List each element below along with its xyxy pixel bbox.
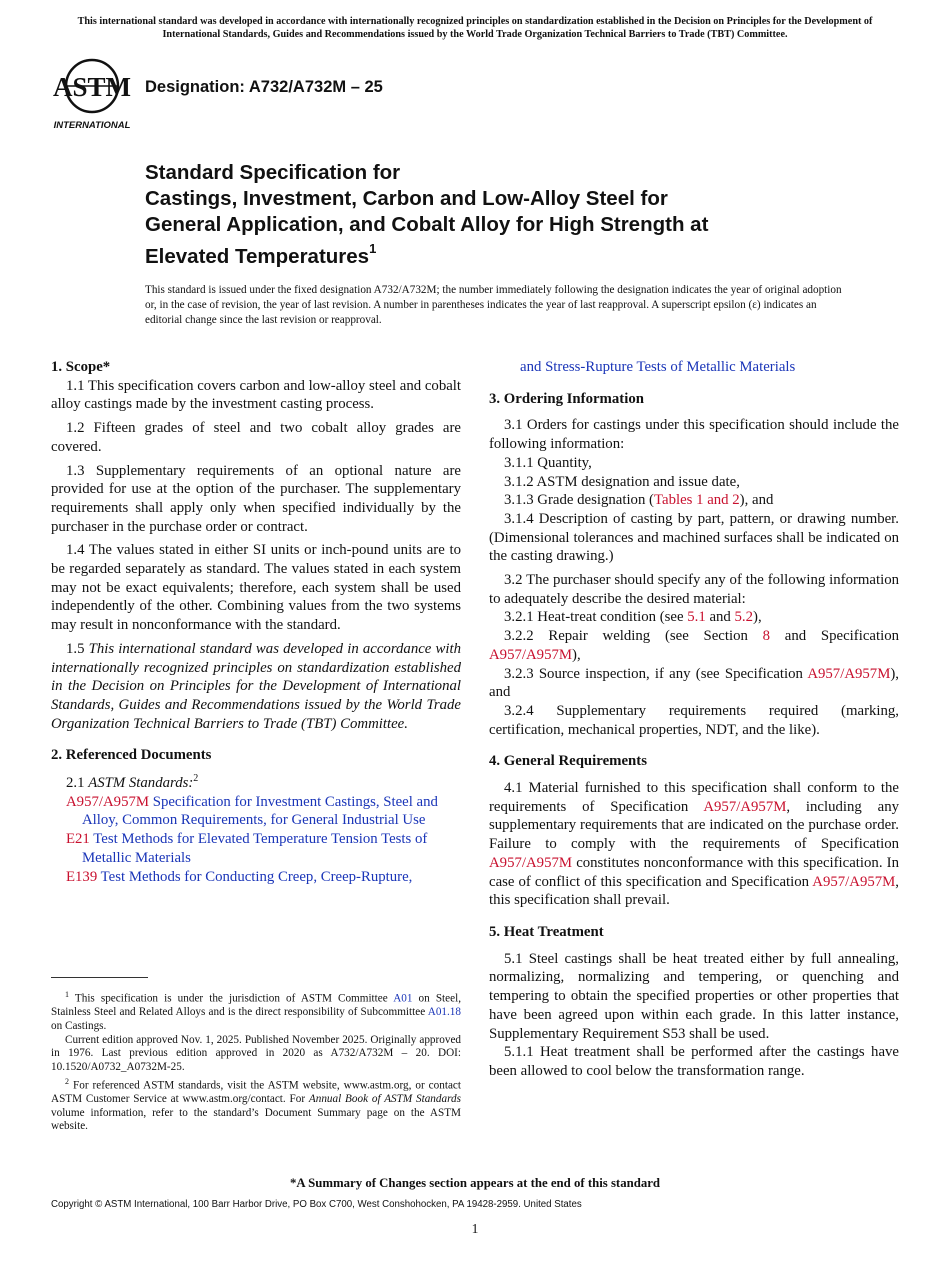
right-column — [489, 358, 899, 1081]
paragraph: 1.4 The values stated in either SI units or inch-pound units are to be regarded separately as standard. The values stated in each system may not be exact equivalents; therefore, each system shall be used independently of the other. Combining values from the two systems may result in nonconformance with the standard. — [51, 542, 461, 634]
svg-text:ASTM: ASTM — [52, 72, 132, 102]
section-heading: 5. Heat Treatment — [489, 923, 604, 940]
reference-title-link[interactable]: Test Methods for Conducting Creep, Creep-Rupture, — [100, 868, 413, 885]
paragraph: 3.1.4 Description of casting by part, pattern, or drawing number. (Dimensional tolerances and machined surfaces shall be indicated on the casting drawing.) — [489, 510, 899, 565]
reference-item — [51, 830, 461, 867]
top-notice: This international standard was developed in accordance with internationally recognized principles on standardization established in the Decision on Principles for the Development of International Standards, Guides and Recommendations issued by the World Trade Organization Technical Barriers to Trade (TBT) Committee. — [77, 16, 873, 40]
paragraph: 1.2 Fifteen grades of steel and two cobalt alloy grades are covered. — [51, 420, 461, 455]
section-link[interactable]: 5.1 — [687, 609, 706, 626]
footnote: $^1$ This specification is under the jurisdiction of ASTM Committee A01 on Steel, Stainless Steel and Related Alloys and is the direct responsibility of Subcommittee A01.18 on Castings. — [51, 990, 461, 1032]
paragraph: 1.3 Supplementary requirements of an optional nature are provided for use at the option of the purchaser. The supplementary requirements shall apply only when specified individually by the purchaser in the purchase order or contract. — [51, 462, 461, 535]
paragraph: 3.2.3 Source inspection, if any (see Specification A957/A957M), and — [489, 665, 899, 701]
reference-link[interactable]: E21 — [66, 831, 90, 848]
paragraph: 3.1.1 Quantity, — [504, 454, 592, 471]
paragraph: 3.1 Orders for castings under this specification should include the following information: — [489, 417, 899, 453]
reference-title-link[interactable]: Specification for Investment Castings, Steel and Alloy, Common Requirements, for General Industrial Use — [82, 793, 438, 829]
reference-link[interactable]: A957/A957M — [489, 646, 573, 663]
paragraph: 5.1 Steel castings shall be heat treated either by full annealing, normalizing, normalizing and tempering, or quenching and tempering to obtain the specified properties or other properties that have been agreed upon within each grade. In this latter instance, Supplementary Requirement S53 shall be used. — [489, 950, 899, 1042]
title-line: Standard Specification for — [145, 161, 401, 184]
copyright: Copyright © ASTM International, 100 Barr Harbor Drive, PO Box C700, West Conshohocken, PA 19428-2959. United States — [51, 1199, 582, 1210]
reference-link[interactable]: A957/A957M — [489, 854, 573, 871]
section-heading: 4. General Requirements — [489, 753, 647, 770]
footnotes — [51, 988, 461, 1135]
paragraph: 1.1 This specification covers carbon and low-alloy steel and cobalt alloy castings made by the investment casting process. — [51, 377, 462, 413]
paragraph: 3.2 The purchaser should specify any of the following information to adequately describe the desired material: — [489, 572, 899, 607]
paragraph: 5.1.1 Heat treatment shall be performed after the castings have been allowed to cool below the transformation range. — [489, 1044, 899, 1079]
reference-link[interactable]: A957/A957M — [66, 793, 150, 810]
paragraph: 3.2.4 Supplementary requirements required (marking, certification, mechanical properties, NDT, and the like). — [489, 702, 899, 738]
summary-note: *A Summary of Changes section appears at the end of this standard — [289, 1176, 661, 1190]
reference-item — [51, 793, 461, 830]
reference-link[interactable]: E139 — [66, 868, 98, 885]
section-heading: 3. Ordering Information — [489, 390, 644, 407]
title-line: Elevated Temperatures$^1$ — [145, 241, 377, 268]
reference-continuation[interactable]: and Stress-Rupture Tests of Metallic Materials — [520, 359, 796, 375]
paragraph: 4.1 Material furnished to this specification shall conform to the requirements of Specification A957/A957M, including any supplementary requirements that are indicated on the purchase order. Failure to comply with the requirements of Specification A957/A957M constitutes nonconformance with this specification. In case of conflict of this specification and Specification A957/A957M, this specification shall prevail. — [489, 780, 900, 909]
page-number: 1 — [471, 1221, 479, 1236]
paragraph: 3.1.3 Grade designation (Tables 1 and 2), and — [504, 492, 774, 509]
svg-text:INTERNATIONAL: INTERNATIONAL — [53, 120, 131, 131]
issued-note: This standard is issued under the fixed designation A732/A732M; the number immediately following the designation indicates the year of original adoption or, in the case of revision, the year of last revision. A number in parentheses indicates the year of last reapproval. A superscript epsilon (ε) indicates an editorial change since the last revision or reapproval. — [145, 284, 842, 326]
paragraph: 1.5 This international standard was developed in accordance with internationally recognized principles on standardization established in the Decision on Principles for the Development of International Standards, Guides and Recommendations issued by the World Trade Organization Technical Barriers to Trade (TBT) Committee. — [51, 640, 461, 732]
footnote-divider — [51, 977, 148, 978]
paragraph: 3.2.1 Heat-treat condition (see 5.1 and 5.2), — [504, 609, 762, 626]
section-heading: 1. Scope* — [51, 359, 111, 375]
footnote: Current edition approved Nov. 1, 2025. Published November 2025. Originally approved in 1976. Last previous edition approved in 2020 as A732/A732M – 20. DOI: 10.1520/A0732_A0732M-25. — [51, 1033, 461, 1073]
committee-link[interactable]: A01 — [393, 992, 413, 1005]
section-link[interactable]: 5.2 — [734, 609, 754, 626]
subcommittee-link[interactable]: A01.18 — [427, 1006, 461, 1019]
paragraph: 3.1.2 ASTM designation and issue date, — [504, 473, 740, 490]
reference-link[interactable]: A957/A957M — [807, 665, 891, 682]
astm-logo — [52, 56, 136, 132]
footnote: $^2$ For referenced ASTM standards, visit the ASTM website, www.astm.org, or contact ASTM Customer Service at www.astm.org/contact. For Annual Book of ASTM Standards volume information, refer to the standard’s Document Summary page on the ASTM website. — [51, 1077, 461, 1133]
document-title — [145, 160, 845, 270]
designation: Designation: A732/A732M – 25 — [145, 78, 383, 96]
title-line: General Application, and Cobalt Alloy for High Strength at — [145, 213, 709, 236]
title-line: Castings, Investment, Carbon and Low-Alloy Steel for — [145, 187, 668, 210]
paragraph: 3.2.2 Repair welding (see Section 8 and Specification A957/A957M), — [489, 628, 899, 663]
paragraph: 2.1 ASTM Standards:$^2$ — [66, 773, 199, 791]
reference-link[interactable]: A957/A957M — [812, 873, 896, 890]
reference-link[interactable]: A957/A957M — [703, 798, 787, 815]
table-link[interactable]: Tables 1 and 2 — [654, 492, 740, 509]
left-column — [51, 358, 461, 886]
section-heading: 2. Referenced Documents — [51, 747, 212, 764]
reference-item — [51, 868, 461, 886]
reference-title-link[interactable]: Test Methods for Elevated Temperature Tension Tests of Metallic Materials — [82, 831, 428, 866]
footnote-ref: 1 — [369, 241, 377, 256]
section-link[interactable]: 8 — [762, 628, 771, 645]
